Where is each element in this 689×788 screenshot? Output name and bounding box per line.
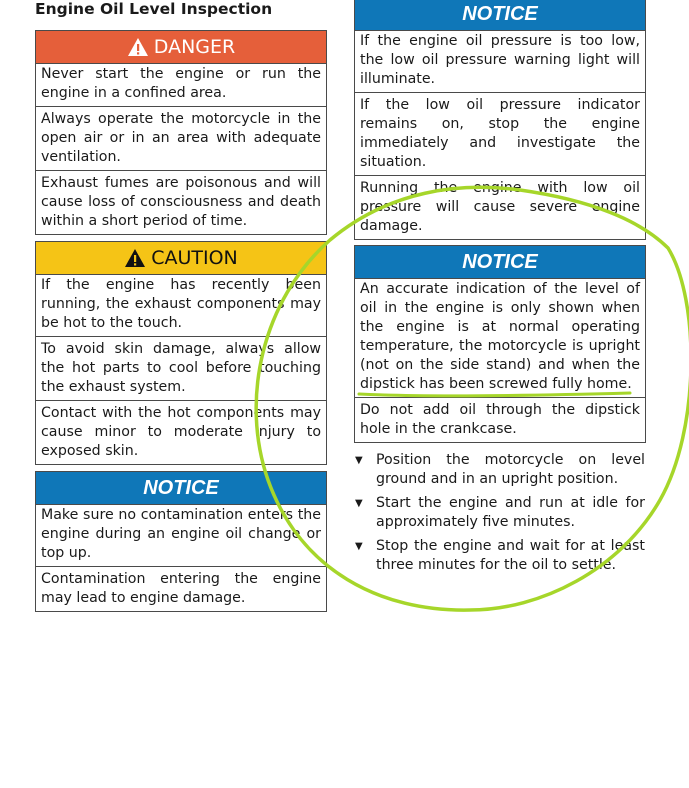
notice-paragraph: Make sure no contamination enters the engine during an engine oil change or top up.: [41, 507, 321, 561]
bullet-icon: ▼: [355, 541, 363, 552]
caution-label: CAUTION: [151, 247, 238, 269]
caution-paragraph: If the engine has recently been running, the exhaust components may be hot to the touch.: [41, 277, 321, 331]
notice-paragraph: If the engine oil pressure is too low, the low oil pressure warning light will illuminate.: [360, 33, 640, 87]
procedure-steps: [355, 451, 645, 580]
notice-box-contamination: [35, 471, 327, 612]
notice-paragraph: Do not add oil through the dipstick hole in the crankcase.: [355, 397, 645, 442]
notice-header: NOTICE: [355, 246, 645, 279]
caution-paragraph: To avoid skin damage, always allow the hot parts to cool before touching the exhaust system.: [36, 336, 326, 400]
notice-paragraph: If the low oil pressure indicator remains on, stop the engine immediately and investigate the situation.: [355, 92, 645, 175]
notice-box-oil-pressure: [354, 0, 646, 240]
step-text: Position the motorcycle on level ground and in an upright position.: [376, 452, 645, 487]
notice-paragraph: An accurate indication of the level of oil in the engine is only shown when the engine is at normal operating temperature, the motorcycle is upright (not on the side stand) and when the dipstick has been screwed fully home.: [360, 281, 640, 392]
warning-triangle-icon: [127, 37, 149, 57]
notice-paragraph: Running the engine with low oil pressure will cause severe engine damage.: [355, 175, 645, 239]
warning-triangle-icon: [124, 248, 146, 268]
danger-paragraph: Never start the engine or run the engine in a confined area.: [41, 66, 321, 101]
danger-label: DANGER: [153, 36, 236, 58]
caution-box: [35, 241, 327, 465]
danger-header: [36, 31, 326, 64]
danger-box: [35, 30, 327, 235]
list-item: [355, 451, 645, 488]
notice-box-accurate-level: [354, 245, 646, 443]
caution-paragraph: Contact with the hot components may cause minor to moderate injury to exposed skin.: [36, 400, 326, 464]
list-item: [355, 537, 645, 574]
notice-header: NOTICE: [36, 472, 326, 505]
danger-paragraph: Always operate the motorcycle in the open air or in an area with adequate ventilation.: [36, 106, 326, 170]
caution-header: [36, 242, 326, 275]
danger-paragraph: Exhaust fumes are poisonous and will cause loss of consciousness and death within a short period of time.: [36, 170, 326, 234]
bullet-icon: ▼: [355, 455, 363, 466]
list-item: [355, 494, 645, 531]
page-title: Engine Oil Level Inspection: [35, 0, 273, 18]
step-text: Start the engine and run at idle for approximately five minutes.: [376, 495, 645, 530]
bullet-icon: ▼: [355, 498, 363, 509]
notice-paragraph: Contamination entering the engine may lead to engine damage.: [36, 566, 326, 611]
step-text: Stop the engine and wait for at least three minutes for the oil to settle.: [376, 538, 645, 573]
notice-header: NOTICE: [355, 0, 645, 31]
